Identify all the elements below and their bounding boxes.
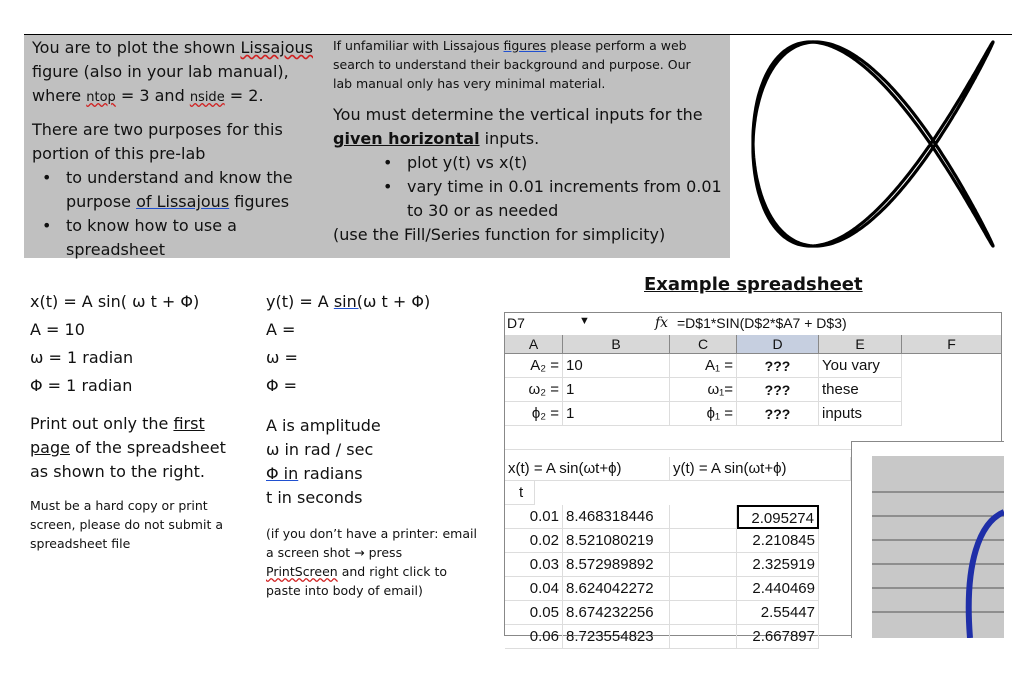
cell-y-1[interactable]: 2.095274 [737,505,819,529]
cell-a1[interactable]: A₂ = [505,354,563,378]
y-phi: Φ = [266,376,298,395]
def-t: t in seconds [266,488,363,507]
name-box-dropdown-icon[interactable]: ▼ [579,315,590,327]
must-item-2: • vary time in 0.01 increments from 0.01 to 30 or as needed [373,175,728,223]
print-line2: page of the spreadsheet [30,438,226,457]
cell-d3[interactable]: ??? [737,402,819,426]
cell-x-1[interactable]: 8.468318446 [563,505,670,529]
cell-reference[interactable]: D7 [507,315,525,331]
col-header-c[interactable]: C [670,335,737,354]
purposes-list [32,166,332,262]
print-line3: as shown to the right. [30,462,205,481]
must-line2: given horizontal inputs. [333,129,540,148]
cell-t-6[interactable]: 0.06 [505,625,563,649]
y-amplitude: A = [266,320,296,339]
fx-icon: fx [655,315,669,331]
cell-d2[interactable]: ??? [737,378,819,402]
cell-c-2[interactable] [670,529,737,553]
cell-e2[interactable]: these [819,378,902,402]
intro-line1: You are to plot the shown Lissajous [32,38,313,57]
cell-x-5[interactable]: 8.674232256 [563,601,670,625]
cell-b1[interactable]: 10 [563,354,670,378]
y-omega: ω = [266,348,298,367]
cell-x-6[interactable]: 8.723554823 [563,625,670,649]
cell-t-2[interactable]: 0.02 [505,529,563,553]
note-line1: If unfamiliar with Lissajous figures please perform a web [333,38,687,53]
blank-row[interactable] [505,426,851,450]
chart-plot [852,442,1004,638]
cell-c-1[interactable] [670,505,737,529]
x-amplitude: A = 10 [30,320,85,339]
def-amplitude: A is amplitude [266,416,381,435]
cell-c-3[interactable] [670,553,737,577]
must-item-1: • plot y(t) vs x(t) [373,151,728,175]
cell-a3[interactable]: ϕ₂ = [505,402,563,426]
note-line2: search to understand their background and purpose. Our [333,57,691,72]
print-line1: Print out only the first [30,414,205,433]
chart-plot-area [872,456,1004,638]
purposes-line1: There are two purposes for this [32,120,283,139]
cell-c-6[interactable] [670,625,737,649]
cell-t-4[interactable]: 0.04 [505,577,563,601]
cell-y-5[interactable]: 2.55447 [737,601,819,625]
email-line4: paste into body of email) [266,583,423,598]
col-header-a[interactable]: A [505,335,563,354]
purpose-item-1: • to understand and know the purpose of Lissajous figures [32,166,332,214]
email-line1: (if you don’t have a printer: email [266,526,477,541]
def-phi: Φ in radians [266,464,363,483]
definitions [266,414,496,600]
cell-c-4[interactable] [670,577,737,601]
cell-c1[interactable]: A₁ = [670,354,737,378]
formula-text[interactable]: =D$1*SIN(D$2*$A7 + D$3) [677,315,847,331]
col-header-b[interactable]: B [563,335,670,354]
print-small3: spreadsheet file [30,536,131,551]
cell-b3[interactable]: 1 [563,402,670,426]
cell-y-2[interactable]: 2.210845 [737,529,819,553]
intro-text [32,36,332,262]
cell-x-2[interactable]: 8.521080219 [563,529,670,553]
embedded-chart[interactable] [851,441,1004,638]
col-header-e[interactable]: E [819,335,902,354]
email-line3: PrintScreen and right click to [266,564,447,579]
cell-c-5[interactable] [670,601,737,625]
col-header-f[interactable]: F [902,335,1001,354]
print-small2: screen, please do not submit a [30,517,223,532]
cell-y-3[interactable]: 2.325919 [737,553,819,577]
print-small1: Must be a hard copy or print [30,498,208,513]
cell-e3[interactable]: inputs [819,402,902,426]
y-equation-block [266,288,506,400]
cell-t-label[interactable]: t [505,481,535,505]
x-omega: ω = 1 radian [30,348,134,367]
example-title: Example spreadsheet [644,274,863,295]
cell-x-header[interactable]: x(t) = A sin(ωt+ϕ) [505,457,670,481]
cell-e1[interactable]: You vary [819,354,902,378]
note-text [333,36,728,247]
must-list [333,151,728,223]
note-line3: lab manual only has very minimal material. [333,76,606,91]
example-spreadsheet [504,312,1002,645]
cell-y-4[interactable]: 2.440469 [737,577,819,601]
cell-a2[interactable]: ω₂ = [505,378,563,402]
x-equation: x(t) = A sin( ω t + Φ) [30,292,200,311]
intro-line2: figure (also in your lab manual), [32,62,289,81]
cell-t-1[interactable]: 0.01 [505,505,563,529]
cell-c2[interactable]: ω₁= [670,378,737,402]
email-line2: a screen shot → press [266,545,403,560]
formula-bar [505,313,1001,336]
x-equation-block [30,288,270,400]
def-omega: ω in rad / sec [266,440,374,459]
intro-line3: where ntop = 3 and nside = 2. [32,86,264,105]
x-phi: Φ = 1 radian [30,376,133,395]
y-equation: y(t) = A sin(ω t + Φ) [266,292,431,311]
cell-t-5[interactable]: 0.05 [505,601,563,625]
purposes-line2: portion of this pre-lab [32,144,206,163]
cell-y-6[interactable]: 2.667897 [737,625,819,649]
cell-x-4[interactable]: 8.624042272 [563,577,670,601]
cell-t-3[interactable]: 0.03 [505,553,563,577]
cell-x-3[interactable]: 8.572989892 [563,553,670,577]
print-instructions [30,412,260,553]
purpose-item-2: • to know how to use a spreadsheet [32,214,332,262]
cell-b2[interactable]: 1 [563,378,670,402]
cell-d1[interactable]: ??? [737,354,819,378]
col-header-d[interactable]: D [737,335,819,354]
cell-c3[interactable]: ϕ₁ = [670,402,737,426]
fill-series-note: (use the Fill/Series function for simplicity) [333,225,666,244]
cell-y-header[interactable]: y(t) = A sin(ωt+ϕ) [670,457,851,481]
must-line1: You must determine the vertical inputs for the [333,105,703,124]
lissajous-figure [738,34,1008,256]
